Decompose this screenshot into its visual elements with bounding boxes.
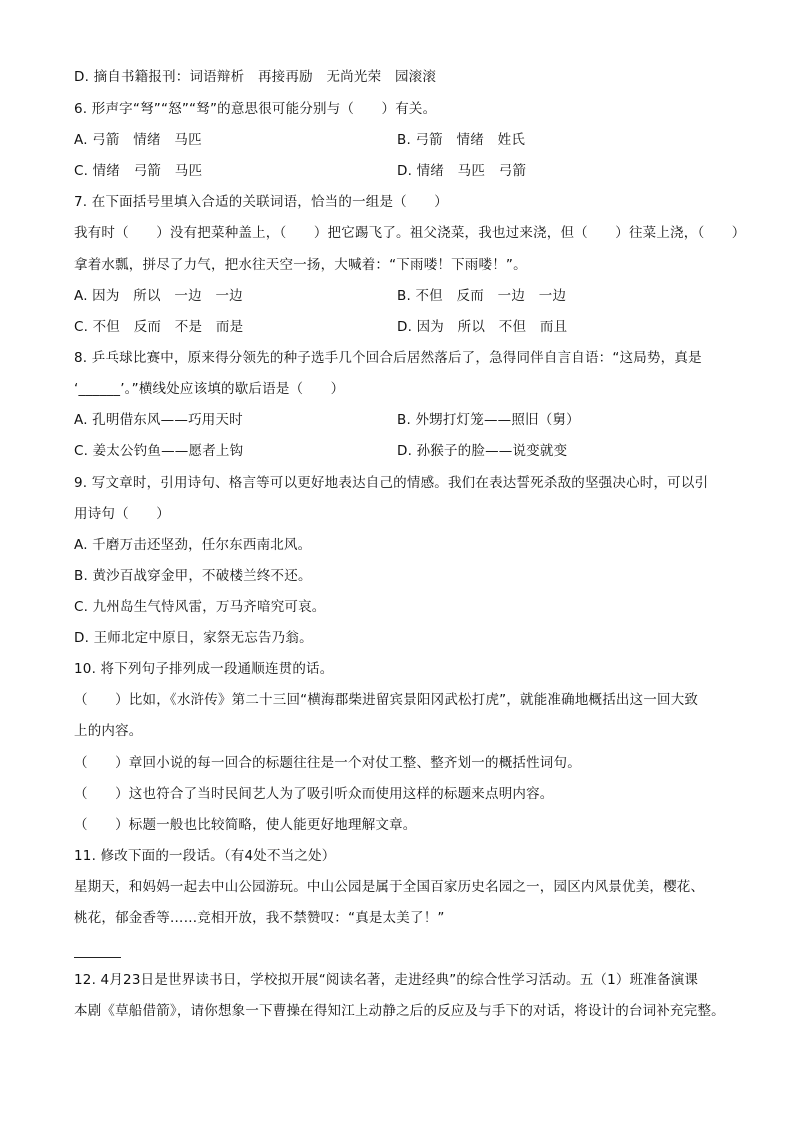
q6-option-b: B. 弓箭 情绪 姓氏 [397, 132, 526, 148]
answer-line [74, 957, 121, 958]
q9-option-d: D. 王师北定中原日，家祭无忘告乃翁。 [74, 630, 313, 646]
q11-stem: 11. 修改下面的一段话。（有4处不当之处） [74, 848, 336, 864]
q7-stem: 7. 在下面括号里填入合适的关联词语，恰当的一组是（ ） [74, 194, 448, 210]
q6-stem: 6. 形声字“弩”“怒”“驽”的意思很可能分别与（ ）有关。 [74, 101, 437, 117]
q9-stem-line2: 用诗句（ ） [74, 506, 170, 522]
q10-sentence-2: （ ）章回小说的每一回合的标题往往是一个对仗工整、整齐划一的概括性词句。 [74, 755, 581, 771]
q5-option-d: D. 摘自书籍报刊：词语辩析 再接再励 无尚光荣 园滚滚 [74, 69, 437, 85]
q9-option-a: A. 千磨万击还坚劲，任尔东西南北风。 [74, 537, 312, 553]
q11-text-line2: 桃花，郁金香等……竞相开放，我不禁赞叹：“真是太美了！” [74, 910, 445, 926]
q10-sentence-1-cont: 上的内容。 [74, 723, 143, 739]
q9-option-c: C. 九州岛生气恃风雷，万马齐喑究可哀。 [74, 599, 326, 615]
q7-option-a: A. 因为 所以 一边 一边 [74, 288, 243, 304]
q8-option-d: D. 孙猴子的脸——说变就变 [397, 443, 568, 459]
q12-stem-line2: 本剧《草船借箭》，请你想象一下曹操在得知江上动静之后的反应及与手下的对话，将设计的台词补充完整。 [74, 1003, 725, 1019]
q7-option-c: C. 不但 反而 不是 而是 [74, 319, 244, 335]
q6-option-d: D. 情绪 马匹 弓箭 [397, 163, 527, 179]
q12-stem: 12. 4月23日是世界读书日，学校拟开展“阅读名著，走进经典”的综合性学习活动。五（1）班准备演课 [74, 972, 699, 988]
q9-stem: 9. 写文章时，引用诗句、格言等可以更好地表达自己的情感。我们在表达誓死杀敌的坚强决心时，可以引 [74, 475, 709, 491]
q6-option-c: C. 情绪 弓箭 马匹 [74, 163, 203, 179]
q11-text-line1: 星期天，和妈妈一起去中山公园游玩。中山公园是属于全国百家历史名园之一，园区内风景优美，樱花、 [74, 879, 705, 895]
q9-option-b: B. 黄沙百战穿金甲，不破楼兰终不还。 [74, 568, 312, 584]
q7-text-line2: 拿着水瓢，拼尽了力气，把水往天空一扬，大喊着：“下雨喽！下雨喽！”。 [74, 257, 527, 273]
q10-sentence-3: （ ）这也符合了当时民间艺人为了吸引听众而使用这样的标题来点明内容。 [74, 786, 554, 802]
q8-option-a: A. 孔明借东风——巧用天时 [74, 412, 243, 428]
q10-stem: 10. 将下列句子排列成一段通顺连贯的话。 [74, 661, 334, 677]
q7-text-line1: 我有时（ ）没有把菜种盖上，（ ）把它踢飞了。祖父浇菜，我也过来浇，但（ ）往菜上浇，（ ） [74, 225, 746, 241]
q8-stem-line2: ‘______’。”横线处应该填的歇后语是（ ） [74, 381, 345, 397]
q8-option-c: C. 姜太公钓鱼——愿者上钩 [74, 443, 244, 459]
q10-sentence-1: （ ）比如，《水浒传》第二十三回“横海郡柴进留宾景阳冈武松打虎”，就能准确地概括出这一回大致 [74, 692, 699, 708]
q10-sentence-4: （ ）标题一般也比较简略，使人能更好地理解文章。 [74, 817, 417, 833]
q7-option-d: D. 因为 所以 不但 而且 [397, 319, 568, 335]
q8-option-b: B. 外甥打灯笼——照旧（舅） [397, 412, 580, 428]
q7-option-b: B. 不但 反而 一边 一边 [397, 288, 567, 304]
q8-stem: 8. 乒乓球比赛中，原来得分领先的种子选手几个回合后居然落后了，急得同伴自言自语：“这局势，真是 [74, 350, 702, 366]
q6-option-a: A. 弓箭 情绪 马匹 [74, 132, 202, 148]
